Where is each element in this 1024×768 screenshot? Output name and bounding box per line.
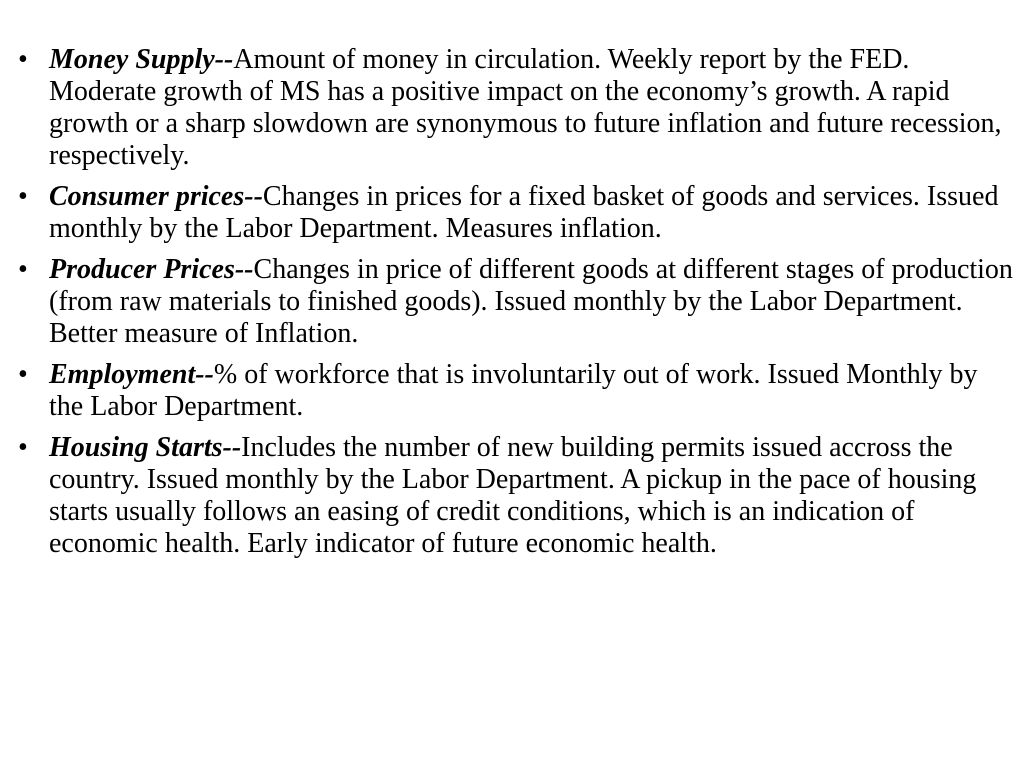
bullet-money-supply (18, 44, 1014, 172)
bullet-term: Employment-- (49, 359, 214, 390)
bullet-icon: • (18, 44, 28, 75)
bullet-icon: • (18, 254, 28, 285)
bullet-term: Producer Prices-- (49, 254, 254, 285)
bullet-text: Amount of money in circulation. Weekly report by the FED. Moderate growth of MS has a positive impact on the economy’s growth. A rapid growth or a sharp slowdown are synonymous to future inflation and future recession, respectively. (49, 44, 1002, 171)
bullet-icon: • (18, 181, 28, 212)
bullet-text: Changes in price of different goods at different stages of production (from raw materials to finished goods). Issued monthly by the Labor Department. Better measure of Inflation. (49, 254, 1013, 349)
bullet-term: Housing Starts-- (49, 432, 242, 463)
bullet-text: Changes in prices for a fixed basket of goods and services. Issued monthly by the Labor Department. Measures inflation. (49, 181, 999, 244)
bullet-term: Consumer prices-- (49, 181, 263, 212)
bullet-consumer-prices (18, 181, 1014, 245)
bullet-producer-prices (18, 254, 1014, 350)
bullet-list (18, 44, 1014, 569)
bullet-icon: • (18, 359, 28, 390)
bullet-icon: • (18, 432, 28, 463)
bullet-employment (18, 359, 1014, 423)
bullet-text: Includes the number of new building permits issued accross the country. Issued monthly by the Labor Department. A pickup in the pace of housing starts usually follows an easing of credit conditions, which is an indication of economic health. Early indicator of future economic health. (49, 432, 977, 559)
bullet-text: % of workforce that is involuntarily out of work. Issued Monthly by the Labor Department. (49, 359, 978, 422)
bullet-housing-starts (18, 432, 1014, 560)
bullet-term: Money Supply-- (49, 44, 234, 75)
